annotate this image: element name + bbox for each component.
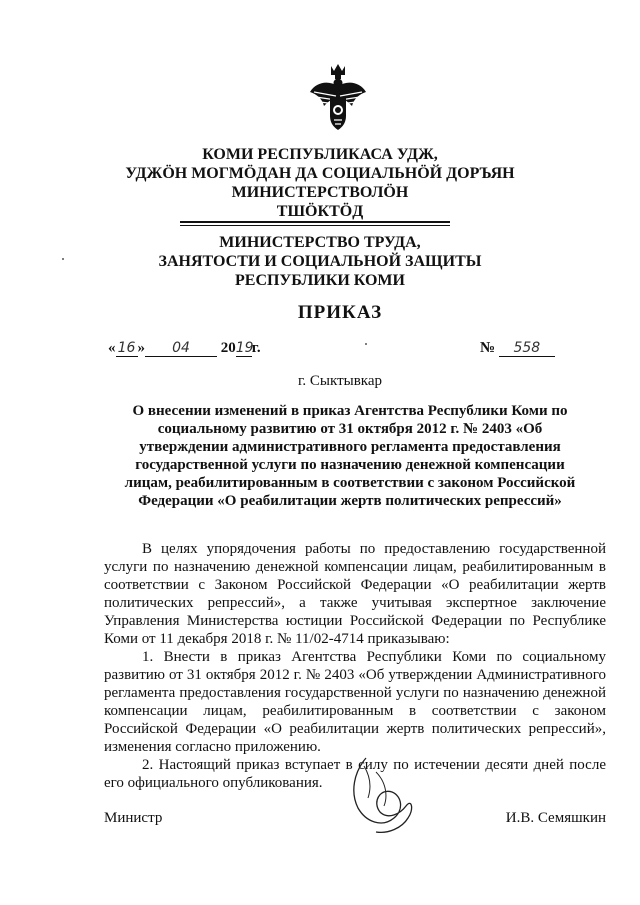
header-ru-line: РЕСПУБЛИКИ КОМИ xyxy=(235,272,405,289)
date-close-quote: » xyxy=(137,340,145,356)
order-title: ПРИКАЗ xyxy=(297,302,383,323)
order-number xyxy=(480,340,555,357)
date-open-quote: « xyxy=(108,340,116,356)
signer-title: Министр xyxy=(104,810,163,826)
header-komi-line: ТШӦКТӦД xyxy=(276,203,364,220)
header-komi-line: УДЖӦН МОГМӦДАН ДА СОЦИАЛЬНӦЙ ДОРЪЯН xyxy=(125,165,515,182)
order-date xyxy=(108,340,261,357)
scan-speck xyxy=(62,258,64,260)
date-year-suffix: 19 xyxy=(235,340,254,356)
number-value: 558 xyxy=(499,341,555,357)
komi-emblem-icon xyxy=(306,62,370,134)
body-paragraph: 2. Настоящий приказ вступает в силу по истечении десяти дней после его официального опубликования. xyxy=(104,757,606,791)
header-ru-line: МИНИСТЕРСТВО ТРУДА, xyxy=(219,234,421,251)
date-year-end: г. xyxy=(251,340,261,356)
date-month: 04 xyxy=(145,341,217,357)
body-paragraph: В целях упорядочения работы по предоставлению государственной услуги по назначению денежной компенсации лицам, реабилитированным в соответствии с Законом Российской Федерации «О реабилитации жертв политических репрессий», а также учитывая экспертное заключение Управления Министерства юстиции Российской Федерации по Республике Коми от 11 декабря 2018 г. № 11/02-4714 приказываю: xyxy=(104,541,606,647)
body-paragraph: 1. Внести в приказ Агентства Республики Коми по социальному развитию от 31 октября 2012 г. № 2403 «Об утверждении Административного регламента предоставления государственной услуги по назначению денежной компенсации лицам, реабилитированным в соответствии с законом Российской Федерации «О реабилитации жертв политических репрессий», изменения согласно приложению. xyxy=(104,649,606,755)
handwritten-signature xyxy=(336,752,426,842)
signer-name: И.В. Семяшкин xyxy=(505,810,606,826)
number-label: № xyxy=(480,340,496,356)
order-subject: О внесении изменений в приказ Агентства Республики Коми по социальному развитию от 31 октября 2012 г. № 2403 «Об утверждении административного регламента предоставления государственной услуги по назначению денежной компенсации лицам, реабилитированным в соответствии с законом Российской Федерации «О реабилитации жертв политических репрессий» xyxy=(124,403,576,509)
ministry-header-russian xyxy=(0,233,640,290)
date-day: 16 xyxy=(116,341,138,357)
header-divider xyxy=(180,221,450,223)
city-line: г. Сыктывкар xyxy=(297,373,383,389)
ministry-header-komi xyxy=(0,145,640,221)
header-ru-line: ЗАНЯТОСТИ И СОЦИАЛЬНОЙ ЗАЩИТЫ xyxy=(158,253,482,270)
header-komi-line: МИНИСТЕРСТВОЛӦН xyxy=(231,184,409,201)
header-divider-thin xyxy=(180,225,450,226)
scan-speck xyxy=(365,343,367,345)
date-year-prefix: 20 xyxy=(220,340,236,356)
header-komi-line: КОМИ РЕСПУБЛИКАСА УДЖ, xyxy=(202,146,438,163)
